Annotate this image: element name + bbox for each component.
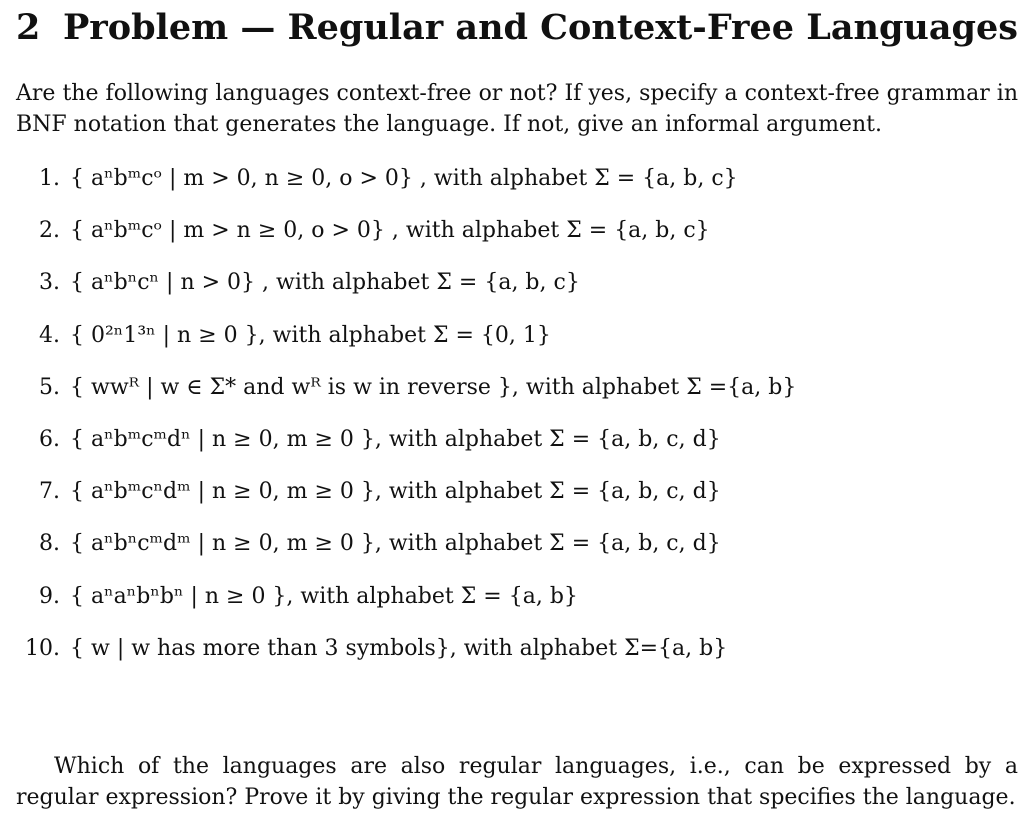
problem-list — [16, 164, 1018, 686]
problem-number: 6. — [39, 426, 60, 452]
problem-text: { aⁿbᵐcᵒ | m > 0, n ≥ 0, o > 0} , with alphabet Σ = {a, b, c} — [70, 166, 738, 191]
problem-number: 1. — [39, 166, 60, 191]
section-title: Problem — Regular and Context-Free Languages — [62, 7, 1018, 48]
section-heading — [16, 6, 1018, 50]
problem-text: { aⁿbⁿcⁿ | n > 0} , with alphabet Σ = {a, b, c} — [70, 270, 580, 296]
intro-paragraph: Are the following languages context-free or not? If yes, specify a context-free grammar in BNF notation that generates the language. If not, give an informal argument. — [16, 81, 1018, 137]
problem-text: { aⁿbⁿcᵐdᵐ | n ≥ 0, m ≥ 0 }, with alphabet Σ = {a, b, c, d} — [70, 531, 721, 557]
problem-item — [16, 164, 1018, 216]
problem-number: 2. — [39, 218, 60, 244]
problem-text: { wwᴿ | w ∈ Σ* and wᴿ is w in reverse }, with alphabet Σ ={a, b} — [70, 374, 797, 400]
problem-item — [16, 477, 1018, 529]
problem-number: 10. — [25, 635, 60, 661]
problem-item — [16, 634, 1018, 686]
problem-text: { 0²ⁿ1³ⁿ | n ≥ 0 }, with alphabet Σ = {0, 1} — [70, 322, 551, 348]
problem-number: 5. — [39, 374, 60, 400]
problem-item — [16, 216, 1018, 268]
problem-number: 4. — [39, 322, 60, 348]
problem-item — [16, 425, 1018, 477]
closing-paragraph: Which of the languages are also regular languages, i.e., can be expressed by a regular expression? Prove it by giving the regular expression that specifies the language. — [16, 753, 1018, 810]
problem-text: { aⁿbᵐcⁿdᵐ | n ≥ 0, m ≥ 0 }, with alphabet Σ = {a, b, c, d} — [70, 479, 721, 505]
problem-item — [16, 268, 1018, 320]
problem-number: 8. — [39, 531, 60, 557]
problem-text: { aⁿaⁿbⁿbⁿ | n ≥ 0 }, with alphabet Σ = {a, b} — [70, 583, 578, 609]
problem-item — [16, 321, 1018, 373]
problem-number: 3. — [39, 270, 60, 296]
problem-item — [16, 529, 1018, 581]
problem-text: { aⁿbᵐcᵒ | m > n ≥ 0, o > 0} , with alphabet Σ = {a, b, c} — [70, 218, 710, 244]
problem-text: { w | w has more than 3 symbols}, with alphabet Σ={a, b} — [70, 635, 728, 661]
problem-text: { aⁿbᵐcᵐdⁿ | n ≥ 0, m ≥ 0 }, with alphabet Σ = {a, b, c, d} — [70, 426, 721, 452]
problem-item — [16, 582, 1018, 634]
document-page — [16, 6, 1018, 813]
problem-number: 9. — [39, 583, 60, 609]
problem-number: 7. — [39, 479, 60, 505]
problem-item — [16, 373, 1018, 425]
section-number: 2 — [16, 7, 41, 48]
